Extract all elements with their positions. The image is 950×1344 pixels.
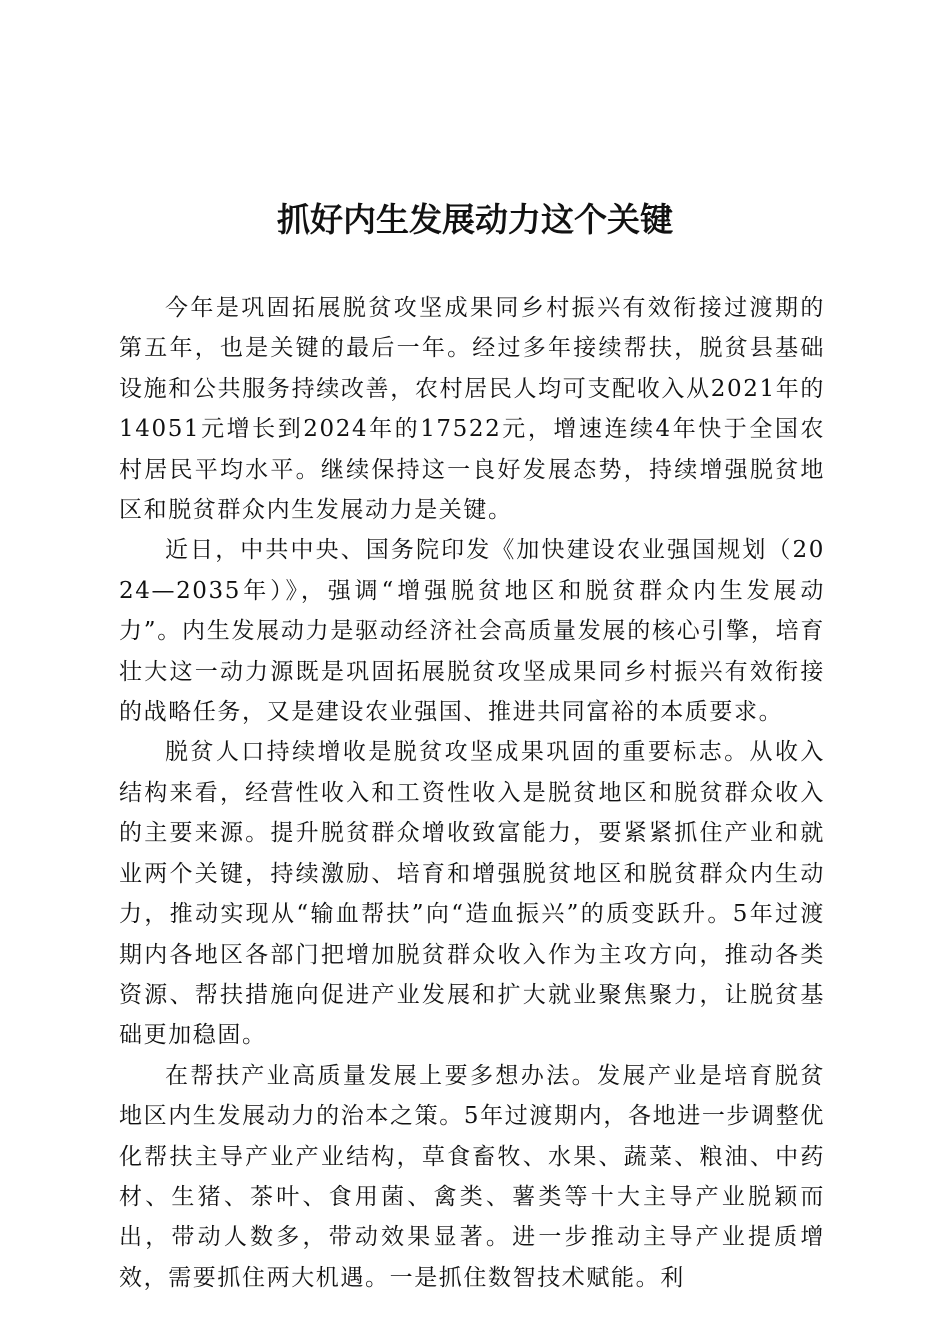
paragraph-1: 今年是巩固拓展脱贫攻坚成果同乡村振兴有效衔接过渡期的第五年，也是关键的最后一年。经过多年接续帮扶，脱贫县基础设施和公共服务持续改善，农村居民人均可支配收入从2021年的14051元增长到2024年的17522元，增速连续4年快于全国农村居民平均水平。继续保持这一良好发展态势，持续增强脱贫地区和脱贫群众内生发展动力是关键。	[119, 295, 825, 524]
document-title: 抓好内生发展动力这个关键	[277, 200, 673, 239]
paragraph-4: 在帮扶产业高质量发展上要多想办法。发展产业是培育脱贫地区内生发展动力的治本之策。5年过渡期内，各地进一步调整优化帮扶主导产业产业结构，草食畜牧、水果、蔬菜、粮油、中药材、生猪、茶叶、食用菌、禽类、薯类等十大主导产业脱颖而出，带动人数多，带动效果显著。进一步推动主导产业提质增效，需要抓住两大机遇。一是抓住数智技术赋能。利	[119, 1062, 825, 1291]
paragraph-2: 近日，中共中央、国务院印发《加快建设农业强国规划（2024—2035年）》，强调“增强脱贫地区和脱贫群众内生发展动力”。内生发展动力是驱动经济社会高质量发展的核心引擎，培育壮大这一动力源既是巩固拓展脱贫攻坚成果同乡村振兴有效衔接的战略任务，又是建设农业强国、推进共同富裕的本质要求。	[119, 537, 825, 726]
document-body	[119, 288, 825, 1298]
paragraph-3: 脱贫人口持续增收是脱贫攻坚成果巩固的重要标志。从收入结构来看，经营性收入和工资性收入是脱贫地区和脱贫群众收入的主要来源。提升脱贫群众增收致富能力，要紧紧抓住产业和就业两个关键，持续激励、培育和增强脱贫地区和脱贫群众内生动力，推动实现从“输血帮扶”向“造血振兴”的质变跃升。5年过渡期内各地区各部门把增加脱贫群众收入作为主攻方向，推动各类资源、帮扶措施向促进产业发展和扩大就业聚焦聚力，让脱贫基础更加稳固。	[119, 739, 825, 1049]
